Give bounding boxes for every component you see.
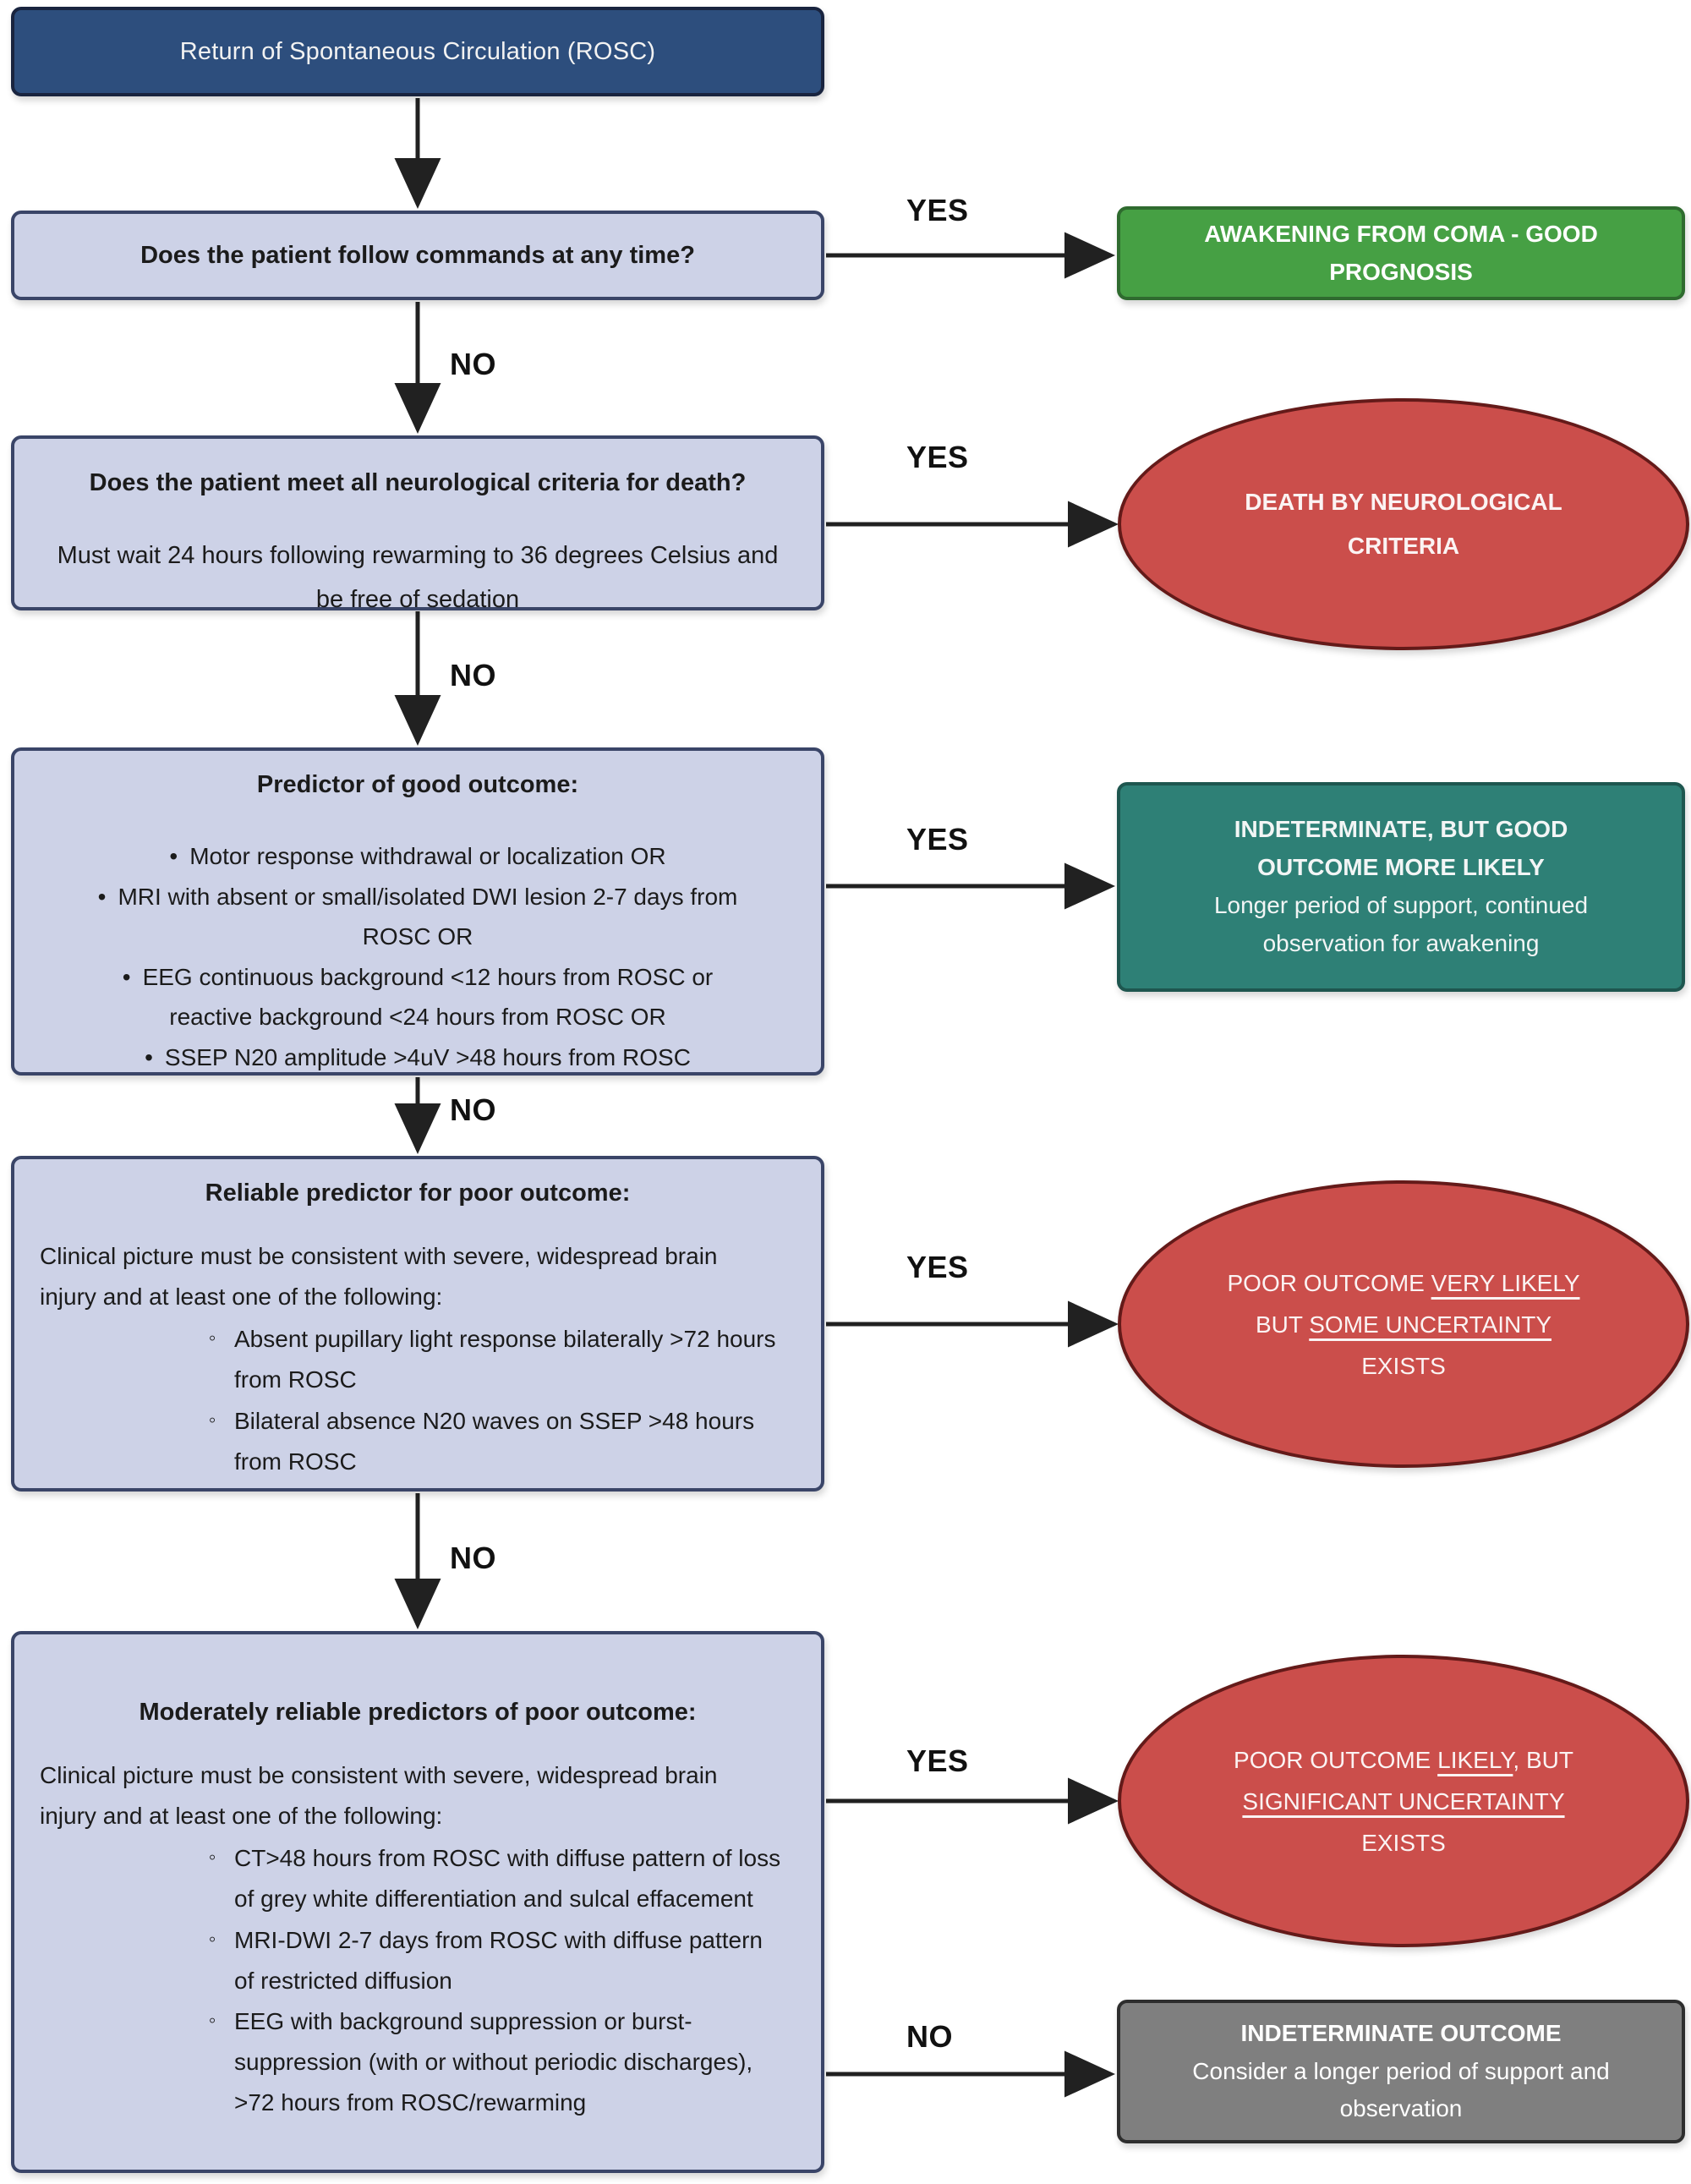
q5-intro: Clinical picture must be consistent with severe, widespread brain injury and at least one of the following:	[40, 1762, 718, 1830]
circle-bullet-icon: ◦	[208, 1846, 216, 1869]
q5-node	[11, 1631, 824, 2173]
poor-very-likely-node	[1118, 1180, 1689, 1468]
list-item	[79, 877, 756, 957]
indeterminate-outcome-subtitle: Consider a longer period of support and observation	[1192, 2057, 1610, 2122]
q5-bullet-list	[40, 1838, 784, 2123]
poor-very-likely-line2: BUT SOME UNCERTAINTY	[1255, 1311, 1552, 1338]
q4-title: Reliable predictor for poor outcome:	[205, 1180, 631, 1207]
q1-node	[11, 211, 824, 300]
poor-very-likely-line1: POOR OUTCOME VERY LIKELY	[1227, 1269, 1580, 1296]
indeterminate-outcome-title: INDETERMINATE OUTCOME	[1240, 2019, 1562, 2046]
circle-bullet-icon: ◦	[208, 1327, 216, 1350]
q3-bullet-2: MRI with absent or small/isolated DWI lesion 2-7 days from ROSC OR	[118, 883, 738, 950]
poor-very-likely-text	[1227, 1262, 1579, 1387]
list-item	[190, 2001, 784, 2123]
q2-note: Must wait 24 hours following rewarming to 36 degrees Celsius and be free of sedation	[57, 542, 779, 613]
list-item	[190, 1920, 784, 2001]
label-q4-no: NO	[450, 1541, 496, 1575]
list-item	[79, 957, 756, 1037]
disc-bullet-icon: •	[169, 843, 178, 869]
good-prognosis-text: AWAKENING FROM COMA - GOOD PROGNOSIS	[1204, 220, 1598, 285]
q5-bullet-1: CT>48 hours from ROSC with diffuse pattern of loss of grey white differentiation and sulcal effacement	[234, 1845, 781, 1913]
poor-likely-line2: SIGNIFICANT UNCERTAINTY	[1242, 1787, 1565, 1815]
indeterminate-good-subtitle: Longer period of support, continued observation for awakening	[1213, 892, 1589, 956]
q1-question: Does the patient follow commands at any time?	[140, 241, 695, 269]
q4-bullet-1: Absent pupillary light response bilaterally >72 hours from ROSC	[234, 1326, 776, 1393]
label-q5-yes: YES	[906, 1743, 969, 1778]
q4-node	[11, 1156, 824, 1492]
poor-likely-text	[1234, 1739, 1573, 1864]
label-q3-no: NO	[450, 1092, 496, 1127]
list-item	[79, 1037, 756, 1078]
start-title: Return of Spontaneous Circulation (ROSC)	[179, 37, 656, 65]
list-item	[190, 1838, 784, 1919]
poor-very-likely-line3: EXISTS	[1361, 1352, 1446, 1379]
poor-likely-node	[1118, 1655, 1689, 1947]
list-item	[190, 1319, 784, 1400]
label-q5-no: NO	[906, 2019, 953, 2054]
indeterminate-good-node	[1117, 782, 1685, 992]
q3-bullet-4: SSEP N20 amplitude >4uV >48 hours from ROSC	[164, 1043, 691, 1070]
indeterminate-good-title: INDETERMINATE, BUT GOOD OUTCOME MORE LIKELY	[1234, 816, 1568, 881]
disc-bullet-icon: •	[122, 963, 131, 990]
q4-intro: Clinical picture must be consistent with severe, widespread brain injury and at least one of the following:	[40, 1243, 718, 1311]
label-q1-no: NO	[450, 347, 496, 381]
q2-question: Does the patient meet all neurological criteria for death?	[89, 469, 747, 496]
poor-likely-line3: EXISTS	[1361, 1829, 1446, 1856]
death-text: DEATH BY NEUROLOGICAL CRITERIA	[1245, 489, 1562, 559]
list-item	[79, 836, 756, 877]
q2-node	[11, 435, 824, 613]
good-prognosis-node	[1117, 206, 1685, 300]
death-node	[1118, 398, 1689, 650]
circle-bullet-icon: ◦	[208, 2008, 216, 2032]
q4-bullet-list	[40, 1319, 784, 1482]
q5-title: Moderately reliable predictors of poor outcome:	[139, 1699, 697, 1726]
indeterminate-outcome-node	[1117, 2000, 1685, 2143]
label-q2-yes: YES	[906, 440, 969, 474]
q3-node	[11, 747, 824, 1076]
circle-bullet-icon: ◦	[208, 1408, 216, 1431]
label-q1-yes: YES	[906, 193, 969, 227]
label-q3-yes: YES	[906, 822, 969, 857]
q3-bullet-1: Motor response withdrawal or localization OR	[189, 843, 666, 869]
q3-bullet-list	[40, 836, 796, 1078]
disc-bullet-icon: •	[97, 883, 107, 910]
q3-title: Predictor of good outcome:	[256, 771, 579, 798]
q5-bullet-2: MRI-DWI 2-7 days from ROSC with diffuse pattern of restricted diffusion	[234, 1926, 763, 1994]
circle-bullet-icon: ◦	[208, 1927, 216, 1951]
q4-bullet-2: Bilateral absence N20 waves on SSEP >48 hours from ROSC	[234, 1407, 755, 1475]
q3-bullet-3: EEG continuous background <12 hours from ROSC or reactive background <24 hours from ROSC OR	[142, 963, 714, 1031]
list-item	[190, 1401, 784, 1482]
disc-bullet-icon: •	[145, 1043, 153, 1070]
label-q4-yes: YES	[906, 1250, 969, 1284]
q5-bullet-3: EEG with background suppression or burst-suppression (with or without periodic discharges), >72 hours from ROSC/rewarming	[234, 2007, 753, 2116]
label-q2-no: NO	[450, 658, 496, 692]
start-node	[11, 7, 824, 96]
poor-likely-line1: POOR OUTCOME LIKELY, BUT	[1234, 1746, 1573, 1773]
